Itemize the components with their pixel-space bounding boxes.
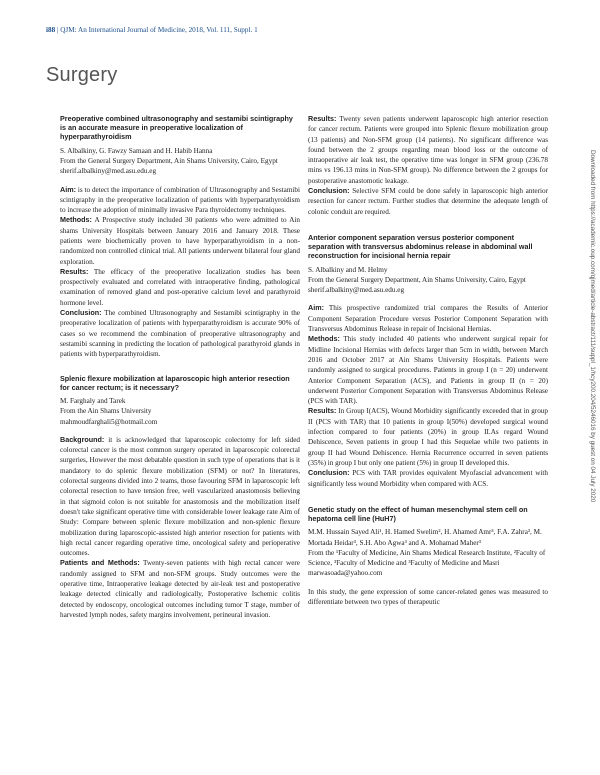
paragraph-label: Results: [308, 406, 337, 416]
article-authors: S. Albalkiny and M. Helmy [308, 265, 388, 274]
article-3 [308, 233, 548, 489]
paragraph-label: Methods: [308, 334, 340, 344]
paragraph-label: Results: [308, 114, 337, 123]
paragraph-label: Methods: [60, 215, 92, 225]
abstract-paragraph [60, 558, 300, 620]
paragraph-text: In this study, the gene expression of some cancer-related genes was measured to differentiate between two types of therapeutic [308, 587, 548, 606]
paragraph-label: Background: [60, 434, 105, 444]
article-1 [60, 114, 300, 360]
article-affiliation: From the General Surgery Department, Ain Shams University, Cairo, Egypt [60, 156, 278, 165]
paragraph-text: Twenty-seven patients with high rectal cancer were randomly assigned to SFM and non-SFM groups. Study outcomes were the operative time, Intraoperative leakage detected by air-leak test and postoperative leakage detected clinically and radiologically, Postoperative Ischemic colitis detected by endoscopy, oncological outcomes including tumor T stage, number of harvested lymph nodes, safety margins involvement, perineural invasion. [60, 559, 300, 619]
abstract-paragraph [308, 186, 548, 217]
abstract-paragraph [308, 468, 548, 489]
abstract-paragraph [308, 303, 548, 334]
paragraph-text: is to detect the importance of combination of Ultrasonography and Sestamibi scintigraphy in the preoperative localization of patients with hyperparathyroidism to increase the adoption of minimally invasive Para thyroidectomy techniques. [60, 185, 300, 215]
paragraph-label: Conclusion: [60, 308, 102, 318]
header-separator: | [56, 26, 61, 34]
paragraph-text: The combined Ultrasonography and Sestamibi scintigraphy in the preoperative localization of patients with hyperparathyroidism is accurate 90% of cases so we recommend the combination of preoperative ultrasonography and sestamibi scanning in predicting the location of pathological parathyroid glands in patients with hyperparathyroidism. [60, 309, 300, 359]
paragraph-text: This study included 40 patients who underwent surgical repair for Midline Incisional Hernias with defects larger than 5cm in width, between March 2016 and October 2017 at Ain Shams University Hospitals. Patients were randomly assigned to surgical procedures. Patients in group I (n = 20) underwent Anterior Component Separation (ACS), and Patients in group II (n = 20) underwent Posterior Component Separation with Transversus Abdominus Release (PCS with TAR). [308, 335, 548, 406]
article-affiliation: From the Ain Shams University [60, 407, 152, 416]
paragraph-label: Patients and Methods: [60, 558, 140, 568]
article-4 [308, 505, 548, 607]
article-2 [60, 374, 300, 621]
right-column [308, 114, 548, 607]
abstract-paragraph [60, 435, 300, 559]
article-email[interactable]: sherif.albalkiny@med.asu.edu.eg [60, 167, 157, 176]
download-sidebar [588, 150, 596, 570]
left-column [60, 114, 300, 620]
article-title: Genetic study on the effect of human mesenchymal stem cell on hepatoma cell line (HuH7) [308, 504, 528, 524]
paragraph-text: it is acknowledged that laparoscopic colectomy for left sided colorectal cancer is the most common surgery operated in laparoscopic colorectal surgeries, However the most debatable question in such type of operations that is it mandatory to do splenic flexure mobilization (SFM) or not? In literatures, colorectal surgeons divided into 2 teams, those favouring SFM in laparoscopic left colorectal resection to have tension free, well vascularized anastomosis believing in that sigmoid colon is not suitable for anastomosis and the mobilization itself doesn't take significant operative time with considerable lower leakage rate Aim of Study: Compare between splenic flexure mobilization and non-splenic flexure mobilization during laparoscopic-assisted high anterior resection for patients with high rectal cancer regarding operative time, oncological safety and perioperative outcomes. [60, 435, 300, 558]
paragraph-text: The efficacy of the preoperative localization studies has been prospectively evaluated and correlated with intraoperative finding, pathological examination of removed gland and post-operative calcium level and parathyroid hormone level. [60, 267, 300, 307]
paragraph-text: In Group I(ACS), Wound Morbidity significantly exceeded that in group II (PCS with TAR) that 10 patients in group I(50%) developed surgical wound infection compared to four patients (20%) in group II.As regard Wound Dehiscence, Seven patients in group I had this Sequelae while two patients in group II had Wound Dehiscence. Hernia Recurrence occurred in seven patients (35%) in group I but only one patient (5%) in group II developed this. [308, 407, 548, 467]
article-authors: S. Albalkiny, G. Fawzy Samaan and H. Habib Hanna [60, 146, 213, 155]
page-number: i88 [46, 26, 56, 34]
article-email[interactable]: sherif.albalkiny@med.asu.edu.eg [308, 286, 405, 295]
article-title: Anterior component separation versus posterior component separation with transversus abdominus release in abdominal wall reconstruction for incisional hernia repair [308, 232, 533, 261]
abstract-paragraph [308, 406, 548, 468]
article-2-continuation [308, 114, 548, 217]
article-affiliation: From the General Surgery Department, Ain Shams University, Cairo, Egypt [308, 275, 526, 284]
paragraph-label: Conclusion: [308, 468, 350, 478]
paragraph-text: Selective SFM could be done safely in laparoscopic high anterior resection for cancer rectum. Further studies that determine the adequate length of colonic conduit are required. [308, 187, 548, 216]
abstract-paragraph [60, 215, 300, 266]
abstract-paragraph [60, 185, 300, 216]
spacer [308, 489, 548, 505]
paragraph-label: Aim: [308, 303, 324, 313]
journal-name: QJM: An International Journal of Medicine, 2018, Vol. 111, Suppl. 1 [60, 26, 258, 34]
section-title: Surgery [46, 64, 118, 86]
article-authors: M.M. Hussain Sayed Ali¹, H. Hamed Swelim², H. Ahamed Amr³, F.A. Zahra³, M. Mortada Heidar³, S.H. Abo Agwa³ and A. Mohamad Maher³ [308, 528, 542, 547]
spacer [308, 217, 548, 233]
download-notice: Downloaded from https://academic.oup.com/qjmed/article-abstract/111/suppl_1/hcy200.204/5246016 by guest on 04 July 2020 [589, 150, 596, 503]
article-authors: M. Farghaly and Tarek [60, 396, 126, 405]
abstract-paragraph [60, 308, 300, 359]
abstract-paragraph [60, 267, 300, 308]
article-title: Splenic flexure mobilization at laparoscopic high anterior resection for cancer rectum; is it necessary? [60, 373, 290, 392]
article-title: Preoperative combined ultrasonography and sestamibi scintigraphy is an accurate measure in preoperative localization of hyperparathyroidism [60, 114, 293, 142]
abstract-paragraph [308, 334, 548, 406]
spacer [60, 360, 300, 374]
article-affiliation: From the ¹Faculty of Medicine, Ain Shams Medical Research Institute, ²Faculty of Science, ³Faculty of Medicine and ³Faculty of Medicine and Masri [308, 548, 546, 568]
abstract-paragraph [308, 114, 548, 186]
article-email[interactable]: marwasoada@yahoo.com [308, 569, 383, 578]
paragraph-text: PCS with TAR provides equivalent Myofascial advancement with significantly less wound Morbidity when compared with ACS. [308, 469, 548, 488]
paragraph-text: This prospective randomized trial compares the Results of Anterior Component Separation Procedure versus Posterior Component Separation with Transversus Abdominus Release in repair of Incisional Hernias. [308, 304, 548, 334]
paragraph-label: Aim: [60, 184, 76, 194]
article-email[interactable]: mahmoudfarghali5@hotmail.com [60, 417, 158, 426]
paragraph-label: Results: [60, 266, 89, 276]
paragraph-text: A Prospective study included 30 patients who were admitted to Ain shams University Hospitals between January 2016 and January 2018. These patients were biochemically proven to have hyperparathyroidism in a non-randomized non controlled clinical trial. All patients underwent bilateral four gland exploration. [60, 216, 300, 266]
abstract-paragraph [308, 587, 548, 608]
paragraph-label: Conclusion: [308, 186, 350, 196]
paragraph-text: Twenty seven patients underwent laparoscopic high anterior resection for cancer rectum. Patients were grouped into Splenic flexure mobilization group (13 patients) and Non-SFM group (14 patients). No significant difference was found between the 2 groups regarding mean blood loss or the outcome of intraoperative air leak test, the operative time was longer in SFM group (236.78 mins vs 196.13 mins in Non-SFM group). No difference between the 2 groups for postoperative anastomotic leakage. [308, 115, 548, 185]
running-header [46, 26, 258, 34]
